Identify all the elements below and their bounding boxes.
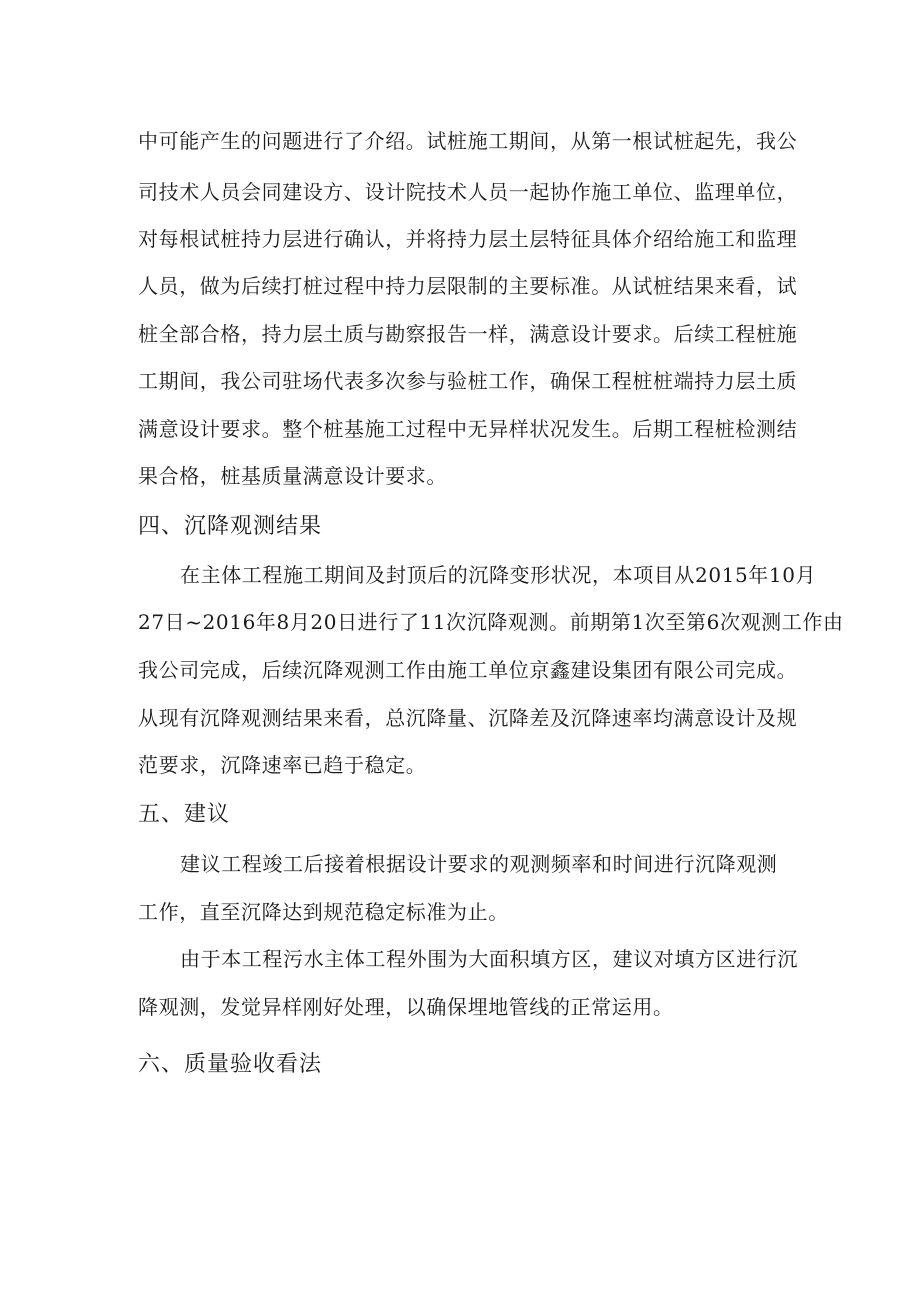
- paragraph-line: 建议工程竣工后接着根据设计要求的观测频率和时间进行沉降观测: [180, 852, 778, 876]
- paragraph-line: 对每根试桩持力层进行确认，并将持力层土层特征具体介绍给施工和监理: [138, 227, 798, 251]
- paragraph-line: 在主体工程施工期间及封顶后的沉降变形状况，本项目从2015年10月: [180, 563, 817, 587]
- paragraph-line: 由于本工程污水主体工程外围为大面积填方区，建议对填方区进行沉: [180, 947, 798, 971]
- section5-heading: 五、建议: [138, 802, 231, 827]
- paragraph-line: 工期间，我公司驻场代表多次参与验桩工作，确保工程桩桩端持力层土质: [138, 369, 798, 393]
- paragraph-line: 降观测，发觉异样刚好处理，以确保埋地管线的正常运用。: [138, 995, 674, 1019]
- paragraph-line: 工作，直至沉降达到规范稳定标准为止。: [138, 900, 509, 924]
- paragraph-line: 我公司完成，后续沉降观测工作由施工单位京鑫建设集团有限公司完成。: [138, 658, 798, 682]
- paragraph-line: 果合格，桩基质量满意设计要求。: [138, 464, 447, 488]
- paragraph-line: 桩全部合格，持力层土质与勘察报告一样，满意设计要求。后续工程桩施: [138, 322, 798, 346]
- section6-heading: 六、质量验收看法: [138, 1052, 323, 1077]
- paragraph-line: 从现有沉降观测结果来看，总沉降量、沉降差及沉降速率均满意设计及规: [138, 706, 798, 730]
- paragraph-line: 范要求，沉降速率已趋于稳定。: [138, 753, 427, 777]
- section4-heading: 四、沉降观测结果: [138, 514, 323, 539]
- paragraph-line: 人员，做为后续打桩过程中持力层限制的主要标准。从试桩结果来看，试: [138, 274, 798, 298]
- paragraph-line: 司技术人员会同建设方、设计院技术人员一起协作施工单位、监理单位，: [138, 180, 798, 204]
- paragraph-line: 满意设计要求。整个桩基施工过程中无异样状况发生。后期工程桩检测结: [138, 417, 798, 441]
- paragraph-line: 27日~2016年8月20日进行了11次沉降观测。前期第1次至第6次观测工作由: [138, 610, 844, 634]
- paragraph-line: 中可能产生的问题进行了介绍。试桩施工期间，从第一根试桩起先，我公: [138, 129, 798, 153]
